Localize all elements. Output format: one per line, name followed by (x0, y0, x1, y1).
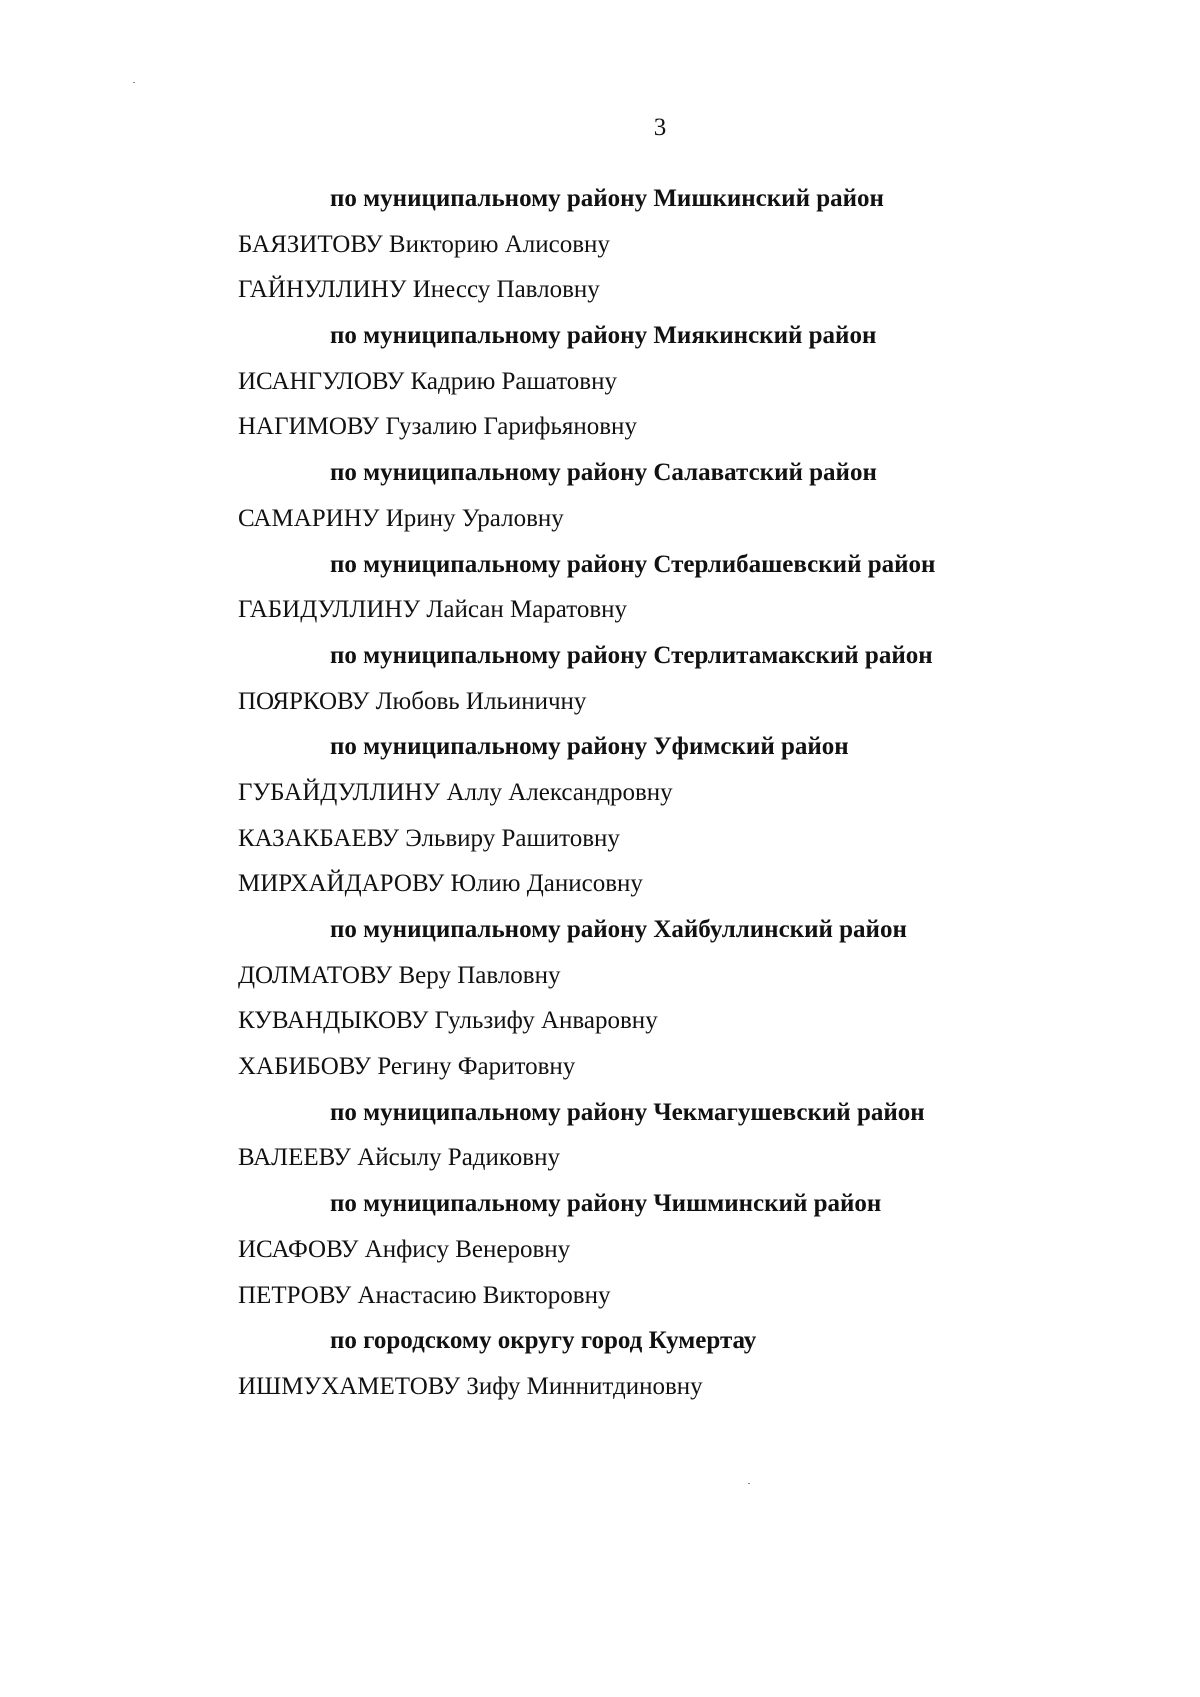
section-heading: по муниципальному району Чекмагушевский район (330, 1098, 925, 1126)
scan-speck (133, 82, 135, 83)
person-name: МИРХАЙДАРОВУ Юлию Данисовну (238, 870, 643, 898)
person-name: ГУБАЙДУЛЛИНУ Аллу Александровну (238, 778, 673, 806)
section-heading: по муниципальному району Чишминский район (330, 1190, 882, 1218)
person-name: ИСАФОВУ Анфису Венеровну (238, 1235, 571, 1263)
section-heading: по муниципальному району Мишкинский район (330, 185, 884, 212)
section-heading: по муниципальному району Стерлитамакский район (330, 641, 933, 669)
section-heading: по муниципальному району Хайбуллинский район (330, 916, 907, 943)
section-heading: по муниципальному району Миякинский район (330, 322, 877, 350)
section-heading: по городскому округу город Кумертау (330, 1327, 757, 1355)
person-name: НАГИМОВУ Гузалию Гарифьяновну (238, 413, 637, 441)
person-name: ГАЙНУЛЛИНУ Инессу Павловну (238, 276, 600, 304)
person-name: ПЕТРОВУ Анастасию Викторовну (238, 1281, 611, 1309)
appointee-list (0, 176, 1200, 1410)
person-name: ХАБИБОВУ Регину Фаритовну (238, 1053, 576, 1081)
section-heading: по муниципальному району Салаватский район (330, 459, 877, 487)
section-heading: по муниципальному району Уфимский район (330, 733, 849, 761)
section-heading: по муниципальному району Стерлибашевский район (330, 550, 936, 578)
person-name: САМАРИНУ Ирину Ураловну (238, 504, 564, 532)
scan-speck (748, 1483, 750, 1484)
person-name: КАЗАКБАЕВУ Эльвиру Рашитовну (238, 824, 620, 852)
person-name: ИСАНГУЛОВУ Кадрию Рашатовну (238, 367, 617, 395)
person-name: ВАЛЕЕВУ Айсылу Радиковну (238, 1144, 560, 1172)
person-name: ПОЯРКОВУ Любовь Ильиничну (238, 687, 587, 715)
person-name: ГАБИДУЛЛИНУ Лайсан Маратовну (238, 596, 628, 624)
person-name: БАЯЗИТОВУ Викторию Алисовну (238, 230, 610, 258)
person-name: ИШМУХАМЕТОВУ Зифу Миннитдиновну (238, 1372, 703, 1400)
person-name: КУВАНДЫКОВУ Гульзифу Анваровну (238, 1007, 658, 1035)
person-name: ДОЛМАТОВУ Веру Павловну (238, 961, 561, 989)
page-number: 3 (653, 114, 667, 141)
